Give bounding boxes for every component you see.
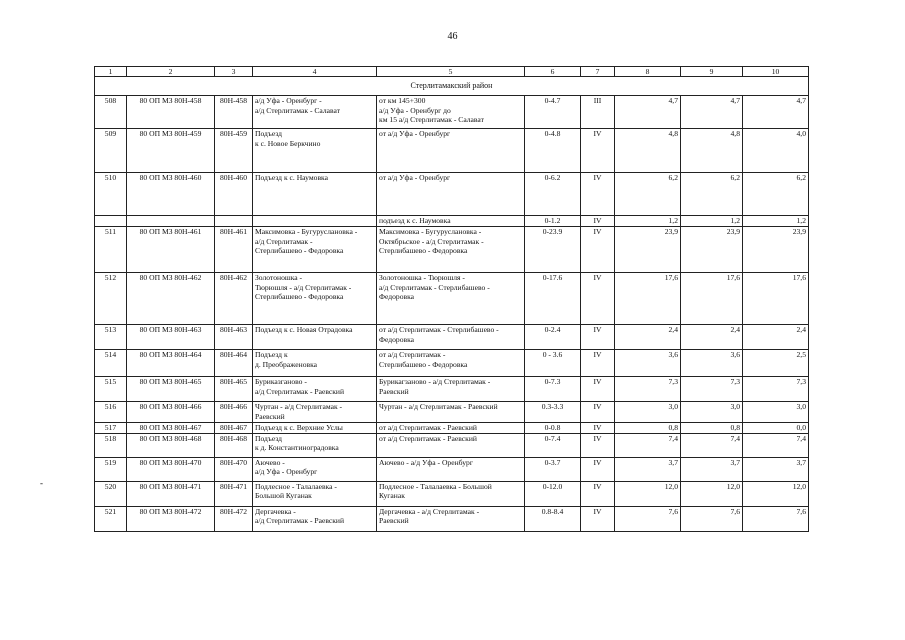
table-row <box>95 325 809 350</box>
road-code <box>215 216 253 227</box>
road-name: Максимовка - Бугуруслановка - а/д Стерлитамак - Стерлибашево - Федоровка <box>253 227 377 273</box>
road-category: IV <box>581 350 615 377</box>
table-row <box>95 402 809 423</box>
length-col10: 2,4 <box>743 325 809 350</box>
table-row <box>95 173 809 216</box>
km-range: 0-3.7 <box>525 457 581 481</box>
header-cell: 5 <box>377 67 525 77</box>
row-number: 513 <box>95 325 127 350</box>
row-number: 515 <box>95 377 127 402</box>
table-row <box>95 423 809 433</box>
road-name: Подъезд к с. Новое Беркчино <box>253 129 377 173</box>
roads-table <box>94 66 809 532</box>
length-col9: 12,0 <box>681 481 743 506</box>
row-number: 518 <box>95 433 127 457</box>
road-section: Аючево - а/д Уфа - Оренбург <box>377 457 525 481</box>
road-name: Подъезд к с. Верхние Услы <box>253 423 377 433</box>
row-number: 520 <box>95 481 127 506</box>
header-cell: 7 <box>581 67 615 77</box>
km-range: 0-12.0 <box>525 481 581 506</box>
district-row <box>95 77 809 96</box>
length-col9: 17,6 <box>681 273 743 325</box>
road-id: 80 ОП МЗ 80Н-470 <box>127 457 215 481</box>
road-section: от а/д Стерлитамак - Раевский <box>377 423 525 433</box>
length-total: 3,0 <box>615 402 681 423</box>
row-number: 511 <box>95 227 127 273</box>
road-code: 80Н-459 <box>215 129 253 173</box>
road-section: от а/д Уфа - Оренбург <box>377 129 525 173</box>
district-title: Стерлитамакский район <box>95 77 809 96</box>
road-section: подъезд к с. Наумовка <box>377 216 525 227</box>
length-col9: 6,2 <box>681 173 743 216</box>
table-row <box>95 227 809 273</box>
road-id: 80 ОП МЗ 80Н-468 <box>127 433 215 457</box>
length-col10: 7,3 <box>743 377 809 402</box>
table-row <box>95 433 809 457</box>
road-category: IV <box>581 402 615 423</box>
road-code: 80Н-471 <box>215 481 253 506</box>
table-row <box>95 216 809 227</box>
header-cell: 1 <box>95 67 127 77</box>
length-total: 3,7 <box>615 457 681 481</box>
km-range: 0-7.3 <box>525 377 581 402</box>
road-name: Чуртан - а/д Стерлитамак - Раевский <box>253 402 377 423</box>
road-id: 80 ОП МЗ 80Н-460 <box>127 173 215 216</box>
road-code: 80Н-464 <box>215 350 253 377</box>
km-range: 0-7.4 <box>525 433 581 457</box>
length-total: 1,2 <box>615 216 681 227</box>
row-number: 516 <box>95 402 127 423</box>
road-section: от а/д Стерлитамак - Раевский <box>377 433 525 457</box>
length-col9: 3,7 <box>681 457 743 481</box>
road-id: 80 ОП МЗ 80Н-471 <box>127 481 215 506</box>
length-col9: 0,8 <box>681 423 743 433</box>
road-category: IV <box>581 481 615 506</box>
road-section: Дергачевка - а/д Стерлитамак - Раевский <box>377 506 525 531</box>
km-range: 0-17.6 <box>525 273 581 325</box>
length-col9: 3,6 <box>681 350 743 377</box>
road-section: Подлесное - Талалаевка - Большой Куганак <box>377 481 525 506</box>
length-col9: 7,3 <box>681 377 743 402</box>
length-total: 3,6 <box>615 350 681 377</box>
km-range: 0.8-8.4 <box>525 506 581 531</box>
road-name: Буриказганово - а/д Стерлитамак - Раевский <box>253 377 377 402</box>
road-code: 80Н-463 <box>215 325 253 350</box>
length-col9: 1,2 <box>681 216 743 227</box>
road-category: IV <box>581 377 615 402</box>
length-col9: 7,6 <box>681 506 743 531</box>
length-col10: 17,6 <box>743 273 809 325</box>
road-code: 80Н-468 <box>215 433 253 457</box>
road-section: Максимовка - Бугуруслановка - Октябрьское - а/д Стерлитамак - Стерлибашево - Федоровка <box>377 227 525 273</box>
road-name <box>253 216 377 227</box>
length-col10: 7,4 <box>743 433 809 457</box>
length-col10: 1,2 <box>743 216 809 227</box>
length-total: 0,8 <box>615 423 681 433</box>
road-id <box>127 216 215 227</box>
row-number: 508 <box>95 96 127 129</box>
road-section: Золотоношка - Тюрюшля - а/д Стерлитамак - Стерлибашево - Федоровка <box>377 273 525 325</box>
road-code: 80Н-458 <box>215 96 253 129</box>
length-col9: 2,4 <box>681 325 743 350</box>
road-code: 80Н-465 <box>215 377 253 402</box>
row-number: 509 <box>95 129 127 173</box>
road-code: 80Н-467 <box>215 423 253 433</box>
km-range: 0-4.8 <box>525 129 581 173</box>
header-cell: 8 <box>615 67 681 77</box>
length-col9: 23,9 <box>681 227 743 273</box>
row-number: 517 <box>95 423 127 433</box>
row-number: 512 <box>95 273 127 325</box>
road-id: 80 ОП МЗ 80Н-465 <box>127 377 215 402</box>
row-number <box>95 216 127 227</box>
road-id: 80 ОП МЗ 80Н-467 <box>127 423 215 433</box>
road-category: IV <box>581 129 615 173</box>
road-category: IV <box>581 433 615 457</box>
length-total: 4,8 <box>615 129 681 173</box>
page-number: 46 <box>447 31 458 42</box>
length-col10: 0,0 <box>743 423 809 433</box>
km-range: 0-23.9 <box>525 227 581 273</box>
km-range: 0 - 3.6 <box>525 350 581 377</box>
header-cell: 6 <box>525 67 581 77</box>
length-col10: 3,0 <box>743 402 809 423</box>
length-col10: 12,0 <box>743 481 809 506</box>
table-row <box>95 481 809 506</box>
km-range: 0.3-3.3 <box>525 402 581 423</box>
table-row <box>95 457 809 481</box>
road-name: Подлесное - Талалаевка - Большой Куганак <box>253 481 377 506</box>
header-cell: 9 <box>681 67 743 77</box>
table-row <box>95 96 809 129</box>
table-row <box>95 350 809 377</box>
road-code: 80Н-470 <box>215 457 253 481</box>
road-code: 80Н-462 <box>215 273 253 325</box>
length-col10: 4,7 <box>743 96 809 129</box>
road-id: 80 ОП МЗ 80Н-459 <box>127 129 215 173</box>
road-id: 80 ОП МЗ 80Н-463 <box>127 325 215 350</box>
length-total: 2,4 <box>615 325 681 350</box>
header-cell: 3 <box>215 67 253 77</box>
table-row <box>95 377 809 402</box>
length-total: 4,7 <box>615 96 681 129</box>
length-total: 7,3 <box>615 377 681 402</box>
table-row <box>95 273 809 325</box>
length-total: 12,0 <box>615 481 681 506</box>
road-category: IV <box>581 227 615 273</box>
road-section: от км 145+300 а/д Уфа - Оренбург до км 15 а/д Стерлитамак - Салават <box>377 96 525 129</box>
road-section: от а/д Стерлитамак - Стерлибашево - Федоровка <box>377 350 525 377</box>
km-range: 0-0.8 <box>525 423 581 433</box>
length-col9: 3,0 <box>681 402 743 423</box>
length-total: 6,2 <box>615 173 681 216</box>
header-cell: 2 <box>127 67 215 77</box>
road-name: Подъезд к с. Новая Отрадовка <box>253 325 377 350</box>
road-section: от а/д Стерлитамак - Стерлибашево - Федоровка <box>377 325 525 350</box>
road-section: Чуртан - а/д Стерлитамак - Раевский <box>377 402 525 423</box>
road-category: IV <box>581 216 615 227</box>
length-col10: 23,9 <box>743 227 809 273</box>
length-col10: 6,2 <box>743 173 809 216</box>
table-row <box>95 129 809 173</box>
table-row <box>95 506 809 531</box>
length-col10: 7,6 <box>743 506 809 531</box>
length-total: 17,6 <box>615 273 681 325</box>
road-name: Подъезд к д. Преображеновка <box>253 350 377 377</box>
road-category: IV <box>581 325 615 350</box>
row-number: 519 <box>95 457 127 481</box>
length-col9: 4,8 <box>681 129 743 173</box>
km-range: 0-4.7 <box>525 96 581 129</box>
road-code: 80Н-460 <box>215 173 253 216</box>
road-name: Подъезд к д. Константиноградовка <box>253 433 377 457</box>
road-code: 80Н-472 <box>215 506 253 531</box>
road-code: 80Н-466 <box>215 402 253 423</box>
length-total: 23,9 <box>615 227 681 273</box>
road-id: 80 ОП МЗ 80Н-466 <box>127 402 215 423</box>
road-category: IV <box>581 457 615 481</box>
length-col9: 4,7 <box>681 96 743 129</box>
road-name: а/д Уфа - Оренбург - а/д Стерлитамак - Салават <box>253 96 377 129</box>
road-section: от а/д Уфа - Оренбург <box>377 173 525 216</box>
length-col10: 2,5 <box>743 350 809 377</box>
road-id: 80 ОП МЗ 80Н-461 <box>127 227 215 273</box>
row-number: 521 <box>95 506 127 531</box>
road-category: IV <box>581 173 615 216</box>
km-range: 0-1.2 <box>525 216 581 227</box>
road-id: 80 ОП МЗ 80Н-472 <box>127 506 215 531</box>
margin-mark: - <box>40 478 43 488</box>
length-col10: 3,7 <box>743 457 809 481</box>
road-id: 80 ОП МЗ 80Н-464 <box>127 350 215 377</box>
row-number: 510 <box>95 173 127 216</box>
road-id: 80 ОП МЗ 80Н-458 <box>127 96 215 129</box>
road-category: IV <box>581 423 615 433</box>
road-category: III <box>581 96 615 129</box>
road-name: Подъезд к с. Наумовка <box>253 173 377 216</box>
row-number: 514 <box>95 350 127 377</box>
road-name: Дергачевка - а/д Стерлитамак - Раевский <box>253 506 377 531</box>
road-category: IV <box>581 273 615 325</box>
km-range: 0-2.4 <box>525 325 581 350</box>
road-code: 80Н-461 <box>215 227 253 273</box>
road-id: 80 ОП МЗ 80Н-462 <box>127 273 215 325</box>
length-col10: 4,0 <box>743 129 809 173</box>
road-section: Бурикагзаново - а/д Стерлитамак - Раевский <box>377 377 525 402</box>
road-category: IV <box>581 506 615 531</box>
column-number-row <box>95 67 809 77</box>
km-range: 0-6.2 <box>525 173 581 216</box>
length-total: 7,6 <box>615 506 681 531</box>
length-col9: 7,4 <box>681 433 743 457</box>
length-total: 7,4 <box>615 433 681 457</box>
header-cell: 4 <box>253 67 377 77</box>
header-cell: 10 <box>743 67 809 77</box>
road-name: Аючево - а/д Уфа - Оренбург <box>253 457 377 481</box>
road-name: Золотоношка - Тюрюшля - а/д Стерлитамак - Стерлибашево - Федоровка <box>253 273 377 325</box>
